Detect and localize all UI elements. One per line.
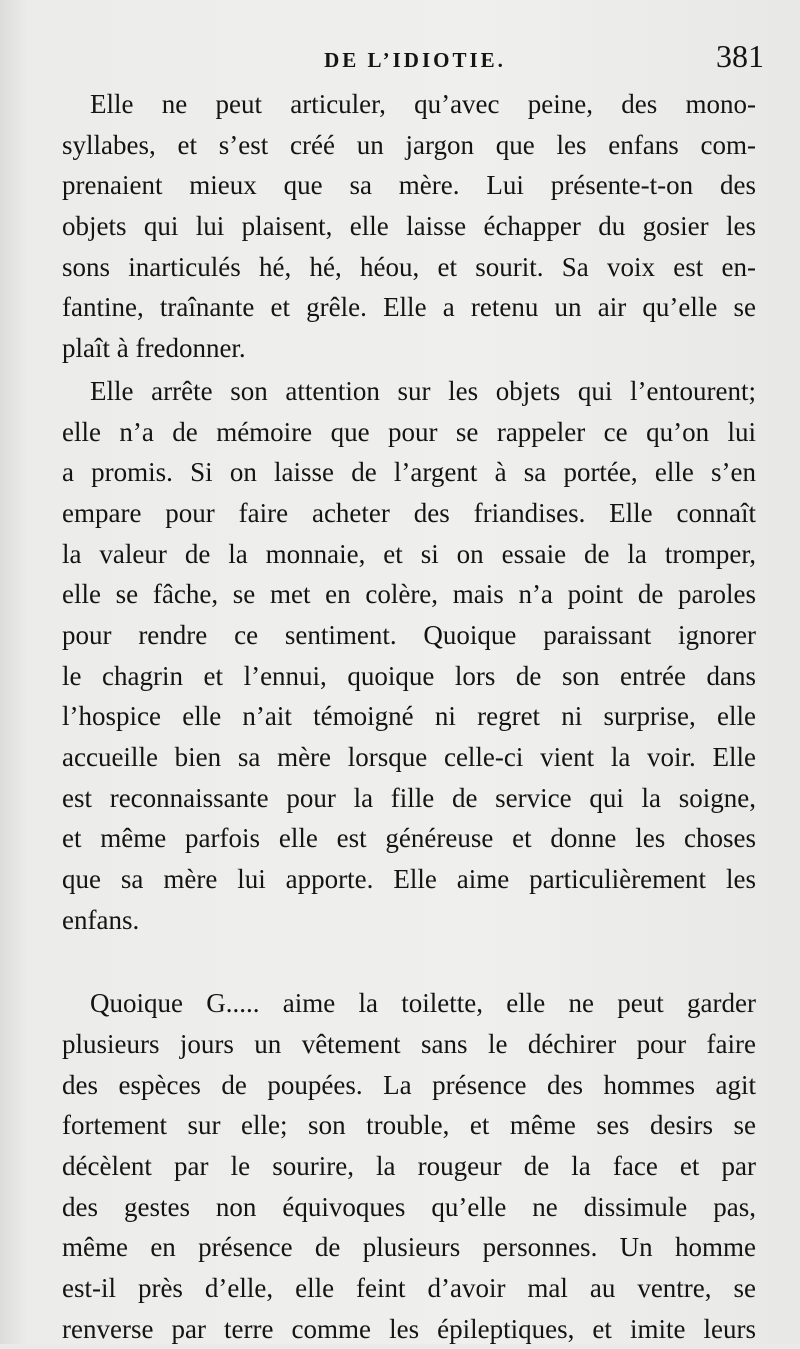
text-line: prenaient mieux que sa mère. Lui présente-t-on des [62, 170, 756, 201]
text-line: plusieurs jours un vêtement sans le déchirer pour faire [62, 1028, 756, 1059]
paragraph-3 [62, 983, 756, 1349]
text-line: fortement sur elle; son trouble, et même ses desirs se [62, 1110, 756, 1141]
text-line: elle n’a de mémoire que pour se rappeler ce qu’on lui [62, 416, 756, 447]
text-line: accueille bien sa mère lorsque celle-ci vient la voir. Elle [62, 742, 756, 772]
text-line: sons inarticulés hé, hé, héou, et sourit. Sa voix est en- [62, 251, 756, 282]
text-line: la valeur de la monnaie, et si on essaie de la tromper, [62, 538, 756, 569]
text-line: des espèces de poupées. La présence des hommes agit [62, 1069, 756, 1100]
text-line: syllabes, et s’est créé un jargon que les enfans com- [62, 129, 756, 160]
text-line: même en présence de plusieurs personnes. Un homme [62, 1232, 756, 1263]
text-line: des gestes non équivoques qu’elle ne dissimule pas, [62, 1191, 756, 1222]
text-line: que sa mère lui apporte. Elle aime particulièrement les [62, 864, 756, 895]
text-line: empare pour faire acheter des friandises. Elle connaît [62, 497, 756, 528]
running-title: DE L’IDIOTIE. [324, 48, 506, 72]
text-line [62, 940, 756, 981]
text-line: décèlent par le sourire, la rougeur de la face et par [62, 1150, 756, 1181]
text-line: enfans. [62, 904, 140, 935]
text-line: a promis. Si on laisse de l’argent à sa portée, elle s’en [62, 457, 756, 488]
text-line: le chagrin et l’ennui, quoique lors de son entrée dans [62, 660, 756, 691]
text-line: et même parfois elle est généreuse et donne les choses [62, 823, 756, 854]
body-text [62, 84, 756, 1349]
text-line: est-il près d’elle, elle feint d’avoir mal au ventre, se [62, 1272, 756, 1303]
text-line: elle se fâche, se met en colère, mais n’a point de paroles [62, 579, 756, 610]
text-line: objets qui lui plaisent, elle laisse échapper du gosier les [62, 211, 756, 242]
text-line: renverse par terre comme les épileptiques, et imite leurs [62, 1313, 756, 1344]
text-line: Elle ne peut articuler, qu’avec peine, des mono- [90, 89, 756, 119]
page-number: 381 [716, 38, 764, 74]
text-line: pour rendre ce sentiment. Quoique paraissant ignorer [62, 619, 756, 650]
text-line: fantine, traînante et grêle. Elle a retenu un air qu’elle se [62, 292, 756, 323]
page-header [60, 38, 770, 78]
paragraph-2 [62, 371, 756, 981]
text-line: plaît à fredonner. [62, 333, 246, 364]
paragraph-1 [62, 84, 756, 369]
text-line: Quoique G..... aime la toilette, elle ne peut garder [90, 988, 756, 1019]
text-line: est reconnaissante pour la fille de service qui la soigne, [62, 782, 756, 813]
text-line: l’hospice elle n’ait témoigné ni regret ni surprise, elle [62, 701, 756, 732]
text-line: Elle arrête son attention sur les objets qui l’entourent; [90, 375, 756, 406]
